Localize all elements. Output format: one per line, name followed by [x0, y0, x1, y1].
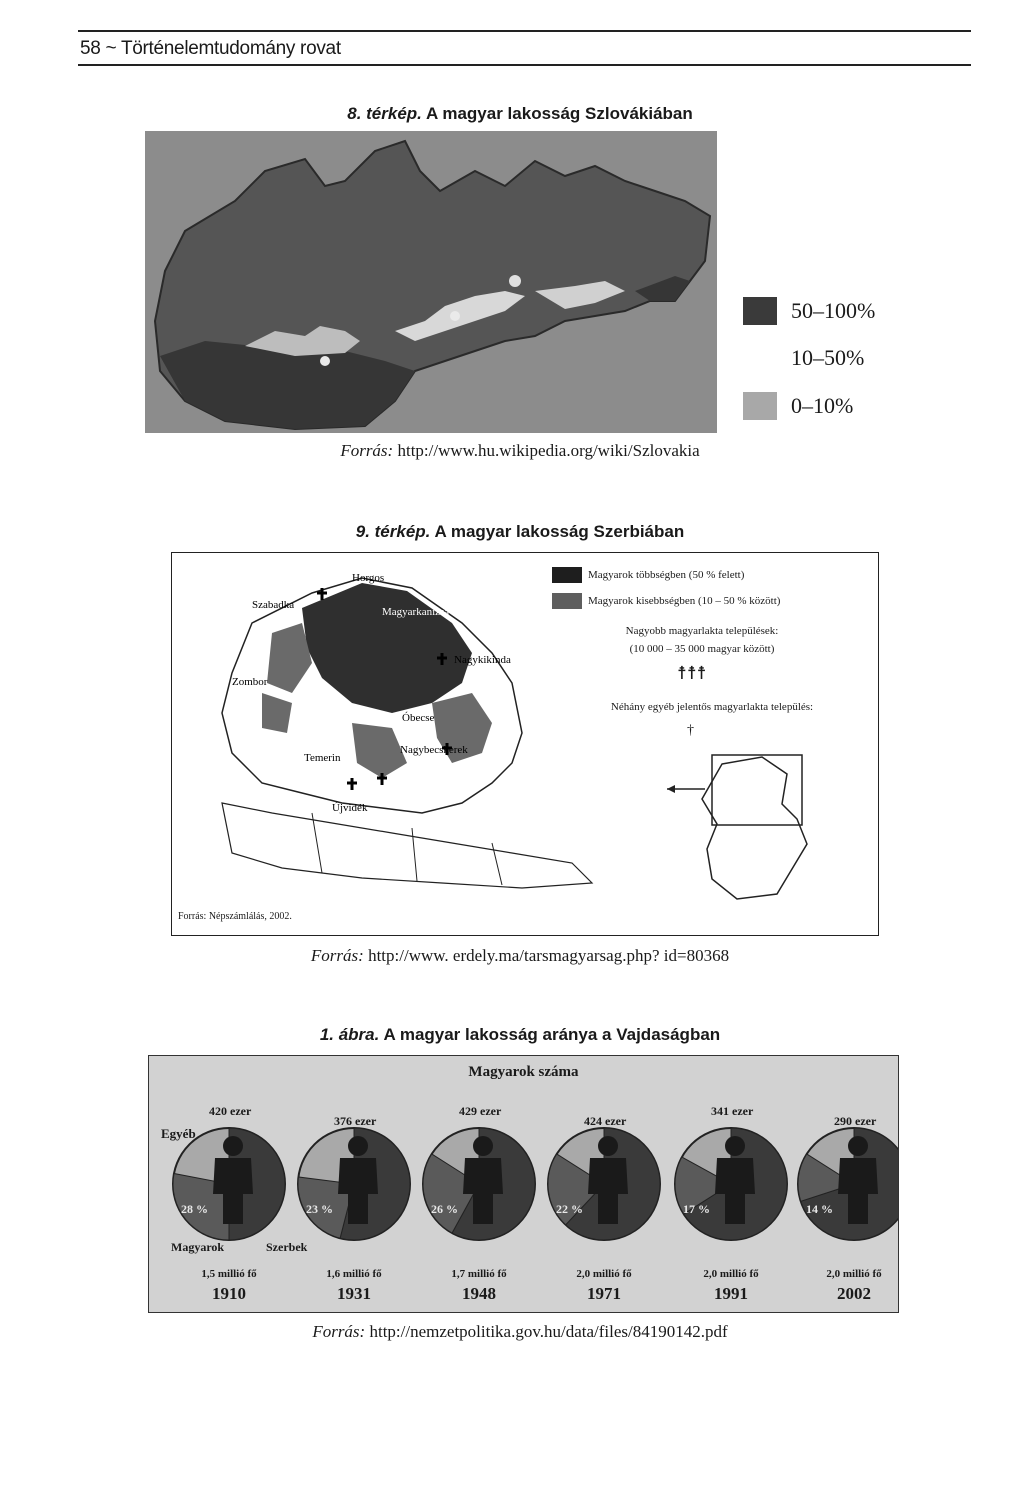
map8-source-url: http://www.hu.wikipedia.org/wiki/Szlovakia: [397, 441, 700, 460]
pie-label-percent: 14 %: [806, 1202, 833, 1216]
person-icon: ☨: [696, 663, 707, 683]
fig1-chart-frame: [148, 1055, 899, 1313]
legend-label-minority: 0–10%: [791, 393, 854, 418]
pie-label-year: 2002: [837, 1284, 871, 1303]
pie-label-population: 1,7 millió fő: [451, 1268, 507, 1280]
legend-swatch-majority: [552, 567, 582, 583]
person-icon: ☨: [677, 663, 687, 683]
legend-swatch-dark: [743, 297, 777, 325]
town-label-obecse: Óbecse: [402, 712, 435, 724]
pie-label-percent: 22 %: [556, 1202, 583, 1216]
legend-label-mixed: 10–50%: [791, 345, 865, 370]
person-silhouette-head: [223, 1136, 243, 1156]
fig1-label-szerbek: Szerbek: [266, 1240, 308, 1254]
pie-label-count: 429 ezer: [459, 1104, 502, 1118]
person-silhouette-head: [473, 1136, 493, 1156]
town-label-nagykikinda: Nagykikinda: [454, 654, 511, 666]
arrow-left-icon: [667, 785, 675, 793]
pie-label-population: 1,5 millió fő: [201, 1268, 257, 1280]
fig1-label-magyarok: Magyarok: [171, 1240, 225, 1254]
slovakia-mixed-spot-b: [450, 311, 460, 321]
fig1-caption-number: 1. ábra.: [319, 1025, 380, 1044]
map9-source-label: Forrás:: [310, 946, 364, 965]
pie-label-count: 420 ezer: [209, 1104, 252, 1118]
header-rule-bottom: [78, 64, 971, 66]
map8-legend-item-mixed: [743, 344, 864, 372]
slovakia-map: [145, 131, 717, 433]
person-icon: ☨: [686, 663, 697, 683]
pie-1931: [298, 1128, 410, 1240]
pie-label-year: 1971: [587, 1284, 621, 1303]
map9-legend-minority: [552, 593, 780, 609]
pie-label-percent: 17 %: [683, 1202, 710, 1216]
town-label-szabadka: Szabadka: [252, 599, 295, 611]
person-silhouette-head: [348, 1136, 368, 1156]
town-label-horgos: Horgos: [352, 572, 385, 584]
map8-legend-item-minority: [743, 392, 853, 420]
map9-inner-source: Forrás: Népszámlálás, 2002.: [178, 911, 292, 922]
pie-1971: [548, 1128, 660, 1240]
town-label-temerin: Temerin: [304, 752, 341, 764]
map8-legend-item-majority: [743, 297, 875, 325]
pie-label-count: 424 ezer: [584, 1114, 627, 1128]
pie-2002: [798, 1128, 898, 1240]
map8-caption: [200, 104, 840, 124]
settlement-icon-small: †: [687, 723, 694, 738]
town-label-zombor: Zombor: [232, 676, 268, 688]
town-label-ujvidek: Újvidék: [332, 802, 368, 814]
legend-text-minority: Magyarok kisebbségben (10 – 50 % között): [588, 595, 781, 607]
header-rule-top: [78, 30, 971, 32]
map8-caption-text: A magyar lakosság Szlovákiában: [425, 104, 693, 123]
serbia-inset-outline: [702, 757, 807, 899]
pie-label-percent: 26 %: [431, 1202, 458, 1216]
fig1-caption: [200, 1025, 840, 1045]
pie-1948: [423, 1128, 535, 1240]
pie-label-population: 2,0 millió fő: [576, 1268, 632, 1280]
map8-source-label: Forrás:: [340, 441, 394, 460]
map9-caption: [200, 522, 840, 542]
map8-caption-number: 8. térkép.: [347, 104, 422, 123]
pie-label-percent: 23 %: [306, 1202, 333, 1216]
map9-caption-text: A magyar lakosság Szerbiában: [434, 522, 685, 541]
pie-label-count: 341 ezer: [711, 1104, 754, 1118]
fig1-source-label: Forrás:: [312, 1322, 366, 1341]
town-label-nagybecskerek: Nagybecskerek: [400, 744, 468, 756]
person-silhouette-head: [848, 1136, 868, 1156]
fig1-label-egyeb: Egyéb: [161, 1126, 196, 1141]
serbia-map-frame: [171, 552, 879, 936]
pie-label-percent: 28 %: [181, 1202, 208, 1216]
pie-label-year: 1931: [337, 1284, 371, 1303]
person-silhouette-head: [725, 1136, 745, 1156]
pie-label-count: 290 ezer: [834, 1114, 877, 1128]
town-label-magyarkanizsa: Magyarkanizsa: [382, 606, 450, 618]
fig1-chart-title: Magyarok száma: [468, 1064, 579, 1080]
pie-1910: [173, 1128, 285, 1240]
map9-legend-other: Néhány egyéb jelentős magyarlakta település:: [610, 701, 814, 713]
pie-label-count: 376 ezer: [334, 1114, 377, 1128]
slovakia-mixed-spot-c: [320, 356, 330, 366]
legend-swatch-light: [743, 392, 777, 420]
map9-legend-larger: Nagyobb magyarlakta települések:: [625, 625, 779, 637]
slovakia-mixed-spot-a: [509, 275, 521, 287]
legend-label-majority: 50–100%: [791, 298, 876, 323]
pie-1991: [675, 1128, 787, 1240]
pie-label-population: 2,0 millió fő: [703, 1268, 759, 1280]
pie-label-population: 2,0 millió fő: [826, 1268, 882, 1280]
serbia-inset-map: [667, 749, 837, 909]
pie-label-population: 1,6 millió fő: [326, 1268, 382, 1280]
fig1-source: [200, 1322, 840, 1342]
map9-caption-number: 9. térkép.: [355, 522, 431, 541]
map9-legend-larger-range: (10 000 – 35 000 magyar között): [629, 643, 775, 655]
legend-text-majority: Magyarok többségben (50 % felett): [588, 569, 745, 581]
fig1-caption-text: A magyar lakosság aránya a Vajdaságban: [383, 1025, 721, 1044]
vojvodina-map: [192, 563, 612, 893]
pie-label-year: 1910: [212, 1284, 246, 1303]
legend-swatch-white: [743, 344, 777, 372]
pie-label-year: 1948: [462, 1284, 496, 1303]
person-silhouette-head: [598, 1136, 618, 1156]
map9-legend-majority: [552, 567, 744, 583]
settlement-icons-large: [677, 663, 706, 684]
serbia-south-districts: [222, 803, 592, 888]
fig1-source-url: http://nemzetpolitika.gov.hu/data/files/84190142.pdf: [369, 1322, 728, 1341]
pie-label-year: 1991: [714, 1284, 748, 1303]
map8-source: [220, 441, 820, 461]
page-header: 58 ~ Történelemtudomány rovat: [80, 38, 341, 59]
map9-source-url: http://www. erdely.ma/tarsmagyarsag.php? id=80368: [368, 946, 730, 965]
map9-source: [200, 946, 840, 966]
legend-swatch-minority: [552, 593, 582, 609]
